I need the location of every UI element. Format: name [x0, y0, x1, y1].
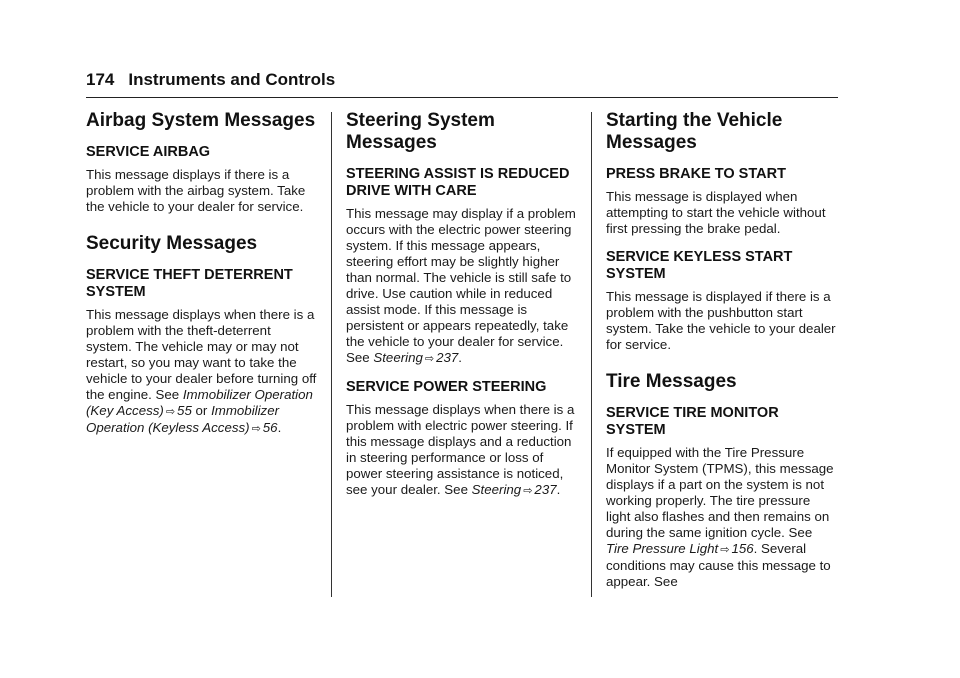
tire-heading: Tire Messages [606, 371, 737, 392]
steering-link[interactable]: Steering [471, 482, 522, 497]
power-steering-subheading: SERVICE POWER STEERING [346, 379, 547, 395]
tire-pressure-light-link[interactable]: Tire Pressure Light [606, 541, 719, 556]
page-ref-arrow-icon: ⇨ [523, 485, 533, 497]
keyless-start-subheading: SERVICE KEYLESS START SYSTEM [606, 249, 793, 282]
press-brake-subheading: PRESS BRAKE TO START [606, 166, 786, 182]
section-title: Instruments and Controls [128, 70, 336, 89]
airbag-paragraph: This message displays if there is a problem with the airbag system. Take the vehicle to your dealer for service. [86, 167, 306, 214]
page-header [86, 70, 838, 90]
starting-heading: Starting the Vehicle Messages [606, 110, 783, 153]
steering-assist-subheading: STEERING ASSIST IS REDUCED DRIVE WITH CARE [346, 166, 570, 199]
steering-link[interactable]: Steering [373, 350, 423, 365]
tire-monitor-subheading: SERVICE TIRE MONITOR SYSTEM [606, 405, 779, 438]
security-paragraph: This message displays when there is a problem with the theft-deterrent system. The vehicle may or may not restart, so you may want to take the vehicle to your dealer before turning off the engine. See Immobilizer Operation (Key Access) ⇨ 55 or Immobilizer Operation (Keyless Access) ⇨ 56. [86, 307, 317, 435]
tire-monitor-paragraph: If equipped with the Tire Pressure Monitor System (TPMS), this message displays if a part on the system is not working properly. The tire pressure light also flashes and then remains on during the same ignition cycle. See Tire Pressure Light ⇨ 156. Several conditions may cause this message to appear. See [606, 445, 834, 589]
security-heading: Security Messages [86, 233, 258, 254]
theft-deterrent-subheading: SERVICE THEFT DETERRENT SYSTEM [86, 267, 293, 300]
page-ref[interactable]: 56 [262, 420, 278, 435]
keyless-start-paragraph: This message is displayed if there is a problem with the pushbutton start system. Take the vehicle to your dealer for service. [606, 289, 836, 352]
header-divider [86, 97, 838, 98]
column-divider [591, 112, 592, 597]
page-ref-arrow-icon: ⇨ [424, 353, 435, 365]
page-ref[interactable]: 237 [534, 482, 557, 497]
page-ref-arrow-icon: ⇨ [251, 423, 261, 435]
steering-assist-paragraph: This message may display if a problem occurs with the electric power steering system. If this message appears, steering effort may be slightly higher than normal. The vehicle is still safe to drive. Use caution while in reduced assist mode. If this message is persistent or appears repeatedly, take the vehicle to your dealer for service. See Steering ⇨ 237. [346, 206, 576, 365]
page-ref[interactable]: 156 [731, 541, 754, 556]
column-3 [606, 110, 838, 590]
steering-heading: Steering System Messages [346, 110, 495, 153]
page-ref-arrow-icon: ⇨ [720, 544, 730, 556]
column-1 [86, 110, 318, 437]
page-number: 174 [86, 70, 115, 89]
immobilizer-keyless-link[interactable]: Immobilizer Operation (Keyless Access) [86, 403, 280, 435]
column-2 [346, 110, 578, 499]
page-ref[interactable]: 237 [436, 350, 459, 365]
column-divider [331, 112, 332, 597]
immobilizer-key-link[interactable]: Immobilizer Operation (Key Access) [86, 387, 313, 418]
power-steering-paragraph: This message displays when there is a problem with electric power steering. If this message displays and a reduction in steering performance or loss of power steering assistance is noticed, see your dealer. See Steering ⇨ 237. [346, 402, 575, 497]
airbag-heading: Airbag System Messages [86, 110, 316, 131]
page-ref[interactable]: 55 [177, 403, 192, 418]
press-brake-paragraph: This message is displayed when attempting to start the vehicle without first pressing the brake pedal. [606, 189, 826, 236]
page-ref-arrow-icon: ⇨ [165, 406, 176, 418]
service-airbag-subheading: SERVICE AIRBAG [86, 144, 211, 160]
